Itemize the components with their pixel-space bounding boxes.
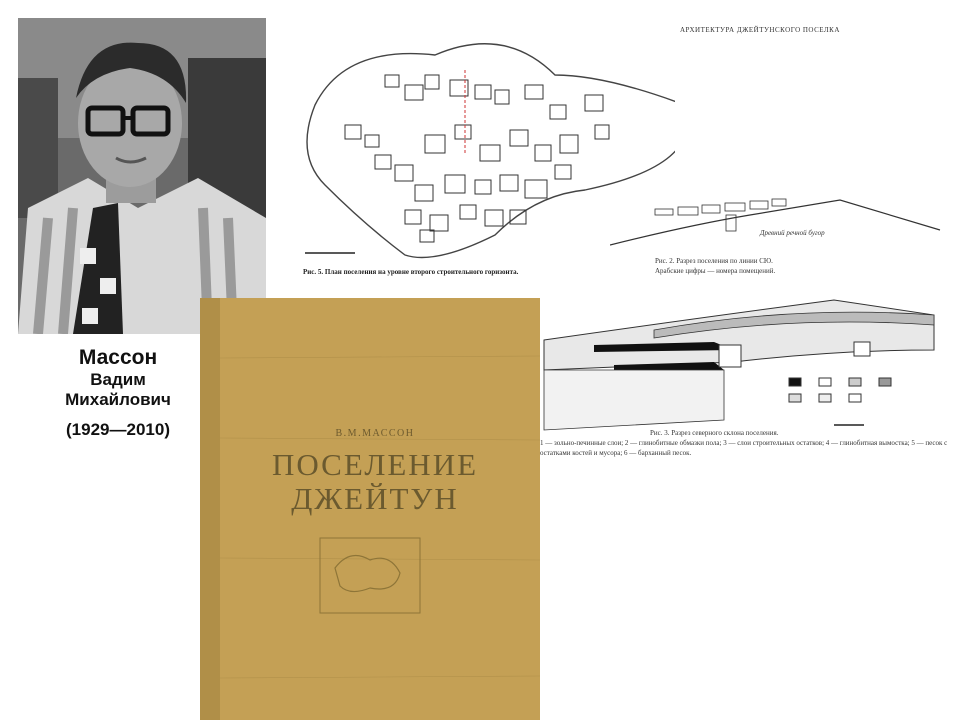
book-author: В.М.МАССОН xyxy=(335,428,415,439)
section-diagram xyxy=(610,15,950,285)
life-years: (1929—2010) xyxy=(66,420,170,439)
section-caption xyxy=(655,256,935,276)
book-title-line2: ДЖЕЙТУН xyxy=(291,481,459,516)
surname: Массон xyxy=(78,346,158,369)
portrait-caption xyxy=(38,346,198,440)
portrait-photo xyxy=(18,18,266,334)
given-name: Вадим xyxy=(90,370,146,389)
book-title-line1: ПОСЕЛЕНИЕ xyxy=(271,447,479,482)
slope-legend-text: 1 — зольно-печинные слои; 2 — глинобитные обмазки пола; 3 — слои строительных остатков; 4 — глинобитная вымостка; 5 — песок с остатками костей и мусора; 6 — барханный песок. xyxy=(540,439,948,457)
book-title xyxy=(270,448,480,516)
book-cover xyxy=(200,298,540,720)
slope-caption xyxy=(540,428,950,458)
section-header: АРХИТЕКТУРА ДЖЕЙТУНСКОГО ПОСЕЛКА xyxy=(680,26,840,34)
section-caption-line1: Рис. 2. Разрез поселения по линии СЮ. xyxy=(655,257,773,265)
slope-caption-title: Рис. 3. Разрез северного склона поселения. xyxy=(650,429,779,437)
patronymic: Михайлович xyxy=(65,390,171,409)
section-caption-line2: Арабские цифры — номера помещений. xyxy=(655,267,776,275)
section-label: Древний речной бугор xyxy=(760,229,825,237)
plan-caption: Рис. 5. План поселения на уровне второго строительного горизонта. xyxy=(303,268,519,276)
